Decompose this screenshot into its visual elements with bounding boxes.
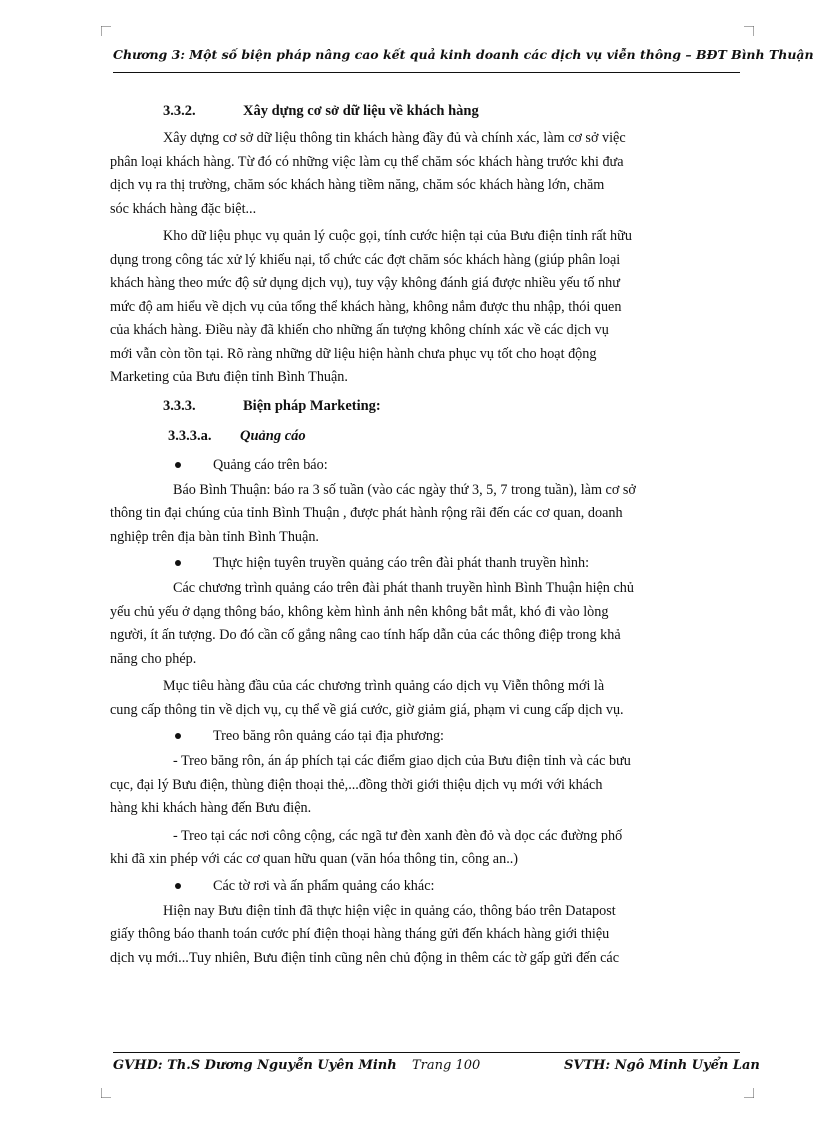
text-line: mới vẫn còn tồn tại. Rõ ràng những dữ liệu hiện hành chưa phục vụ tốt cho hoạt động	[110, 345, 597, 362]
footer-student: SVTH: Ngô Minh Uyển Lan	[564, 1058, 760, 1073]
bullet-text: Thực hiện tuyên truyền quảng cáo trên đài phát thanh truyền hình:	[213, 555, 590, 571]
bullet-leaflets	[163, 872, 741, 900]
heading-number: 3.3.3.	[163, 397, 196, 414]
text-line: thông tin đại chúng của tỉnh Bình Thuận , được phát hành rộng rãi đến các cơ quan, doanh	[110, 505, 623, 521]
bullet-dot-icon	[175, 462, 181, 468]
crop-mark-bottom-right-icon	[744, 1088, 754, 1098]
text-line: dụng trong công tác xử lý khiếu nại, tổ chức các đợt chăm sóc khách hàng (giúp phân loại	[110, 251, 621, 268]
bullet-banner-ads	[163, 722, 741, 750]
crop-mark-top-left-icon	[101, 26, 111, 36]
bullet-text: Các tờ rơi và ấn phẩm quảng cáo khác:	[213, 877, 435, 894]
bullet-text: Quảng cáo trên báo:	[213, 456, 328, 473]
text-line: phân loại khách hàng. Từ đó có những việc làm cụ thể chăm sóc khách hàng trước khi đưa	[110, 153, 624, 170]
text-line: cung cấp thông tin về dịch vụ, cụ thể về giá cước, giờ giảm giá, phạm vi cung cấp dịch vụ.	[110, 701, 624, 718]
paragraph-customer-db-1	[110, 127, 741, 221]
paragraph-radio-tv-programs	[110, 577, 741, 671]
bullet-text: Treo băng rôn quảng cáo tại địa phương:	[213, 728, 444, 744]
heading-number: 3.3.2.	[163, 103, 196, 119]
text-line: Kho dữ liệu phục vụ quản lý cuộc gọi, tính cước hiện tại của Bưu điện tỉnh rất hữu	[163, 228, 632, 244]
text-line: dịch vụ mới...Tuy nhiên, Bưu điện tỉnh cũng nên chủ động in thêm các tờ gấp gửi đến các	[110, 949, 619, 966]
text-line: Marketing của Bưu điện tỉnh Bình Thuận.	[110, 369, 348, 385]
text-line: Hiện nay Bưu điện tỉnh đã thực hiện việc in quảng cáo, thông báo trên Datapost	[163, 902, 616, 919]
text-line: mức độ am hiểu về dịch vụ của tổng thể khách hàng, không nắm được thu nhập, thói quen	[110, 298, 622, 315]
paragraph-customer-db-2	[110, 225, 741, 390]
text-line: của khách hàng. Điều này đã khiến cho những ấn tượng không chính xác về các dịch vụ	[110, 322, 609, 338]
heading-3-3-2	[163, 96, 741, 126]
bullet-newspaper-ads	[163, 451, 741, 479]
text-line: Xây dựng cơ sở dữ liệu thông tin khách hàng đầy đủ và chính xác, làm cơ sở việc	[163, 130, 626, 146]
text-line: yếu chủ yếu ở dạng thông báo, không kèm hình ảnh nên không bắt mắt, khó đi vào lòng	[110, 603, 609, 620]
page-header: Chương 3: Một số biện pháp nâng cao kết quả kinh doanh các dịch vụ viễn thông – BĐT Bình Thuận	[113, 47, 814, 62]
paragraph-banners-post-offices	[110, 750, 741, 821]
text-line: hàng khi khách hàng đến Bưu điện.	[110, 800, 312, 816]
bullet-dot-icon	[175, 733, 181, 739]
footer-divider	[113, 1052, 740, 1053]
heading-title: Xây dựng cơ sở dữ liệu về khách hàng	[243, 103, 479, 119]
page-number: Trang 100	[412, 1058, 481, 1073]
text-line: - Treo tại các nơi công cộng, các ngã tư đèn xanh đèn đỏ và dọc các đường phố	[173, 827, 623, 844]
paragraph-binh-thuan-newspaper	[110, 479, 741, 550]
text-line: dịch vụ ra thị trường, chăm sóc khách hàng tiềm năng, chăm sóc khách hàng lớn, chăm	[110, 177, 605, 193]
paragraph-leaflets-datapost	[110, 900, 741, 971]
text-line: khi đã xin phép với các cơ quan hữu quan (văn hóa thông tin, công an..)	[110, 851, 519, 867]
text-line: - Treo băng rôn, án áp phích tại các điểm giao dịch của Bưu điện tỉnh và các bưu	[173, 753, 631, 769]
text-line: nghiệp trên địa bàn tỉnh Bình Thuận.	[110, 528, 319, 545]
heading-3-3-3-a	[168, 421, 741, 451]
text-line: giấy thông báo thanh toán cước phí điện thoại hàng tháng gửi đến khách hàng giới thiệu	[110, 926, 610, 942]
text-line: người, ít ấn tượng. Do đó cần cố gắng nâng cao tính hấp dẫn của các thông điệp trong khả	[110, 627, 621, 643]
bullet-dot-icon	[175, 560, 181, 566]
paragraph-ad-objectives	[110, 675, 741, 722]
footer-supervisor: GVHD: Th.S Dương Nguyễn Uyên Minh	[113, 1058, 397, 1073]
heading-3-3-3	[163, 391, 741, 421]
heading-number: 3.3.3.a.	[168, 427, 212, 444]
page-body	[110, 96, 741, 970]
heading-title: Quảng cáo	[240, 427, 306, 444]
crop-mark-top-right-icon	[744, 26, 754, 36]
text-line: cục, đại lý Bưu điện, thùng điện thoại thẻ,...đồng thời giới thiệu dịch vụ mới với khách	[110, 776, 603, 793]
bullet-radio-tv-ads	[163, 549, 741, 577]
text-line: Báo Bình Thuận: báo ra 3 số tuần (vào các ngày thứ 3, 5, 7 trong tuần), làm cơ sở	[173, 481, 636, 498]
bullet-dot-icon	[175, 883, 181, 889]
paragraph-banners-public-places	[110, 825, 741, 872]
text-line: sóc khách hàng đặc biệt...	[110, 200, 257, 217]
text-line: Mục tiêu hàng đầu của các chương trình quảng cáo dịch vụ Viễn thông mới là	[163, 678, 605, 694]
text-line: khách hàng theo mức độ sử dụng dịch vụ), tuy vậy không đánh giá được nhiều yếu tố như	[110, 275, 620, 291]
text-line: Các chương trình quảng cáo trên đài phát thanh truyền hình Bình Thuận hiện chủ	[173, 580, 634, 596]
crop-mark-bottom-left-icon	[101, 1088, 111, 1098]
heading-title: Biện pháp Marketing:	[243, 397, 381, 414]
header-divider	[113, 72, 740, 73]
text-line: năng cho phép.	[110, 650, 197, 667]
